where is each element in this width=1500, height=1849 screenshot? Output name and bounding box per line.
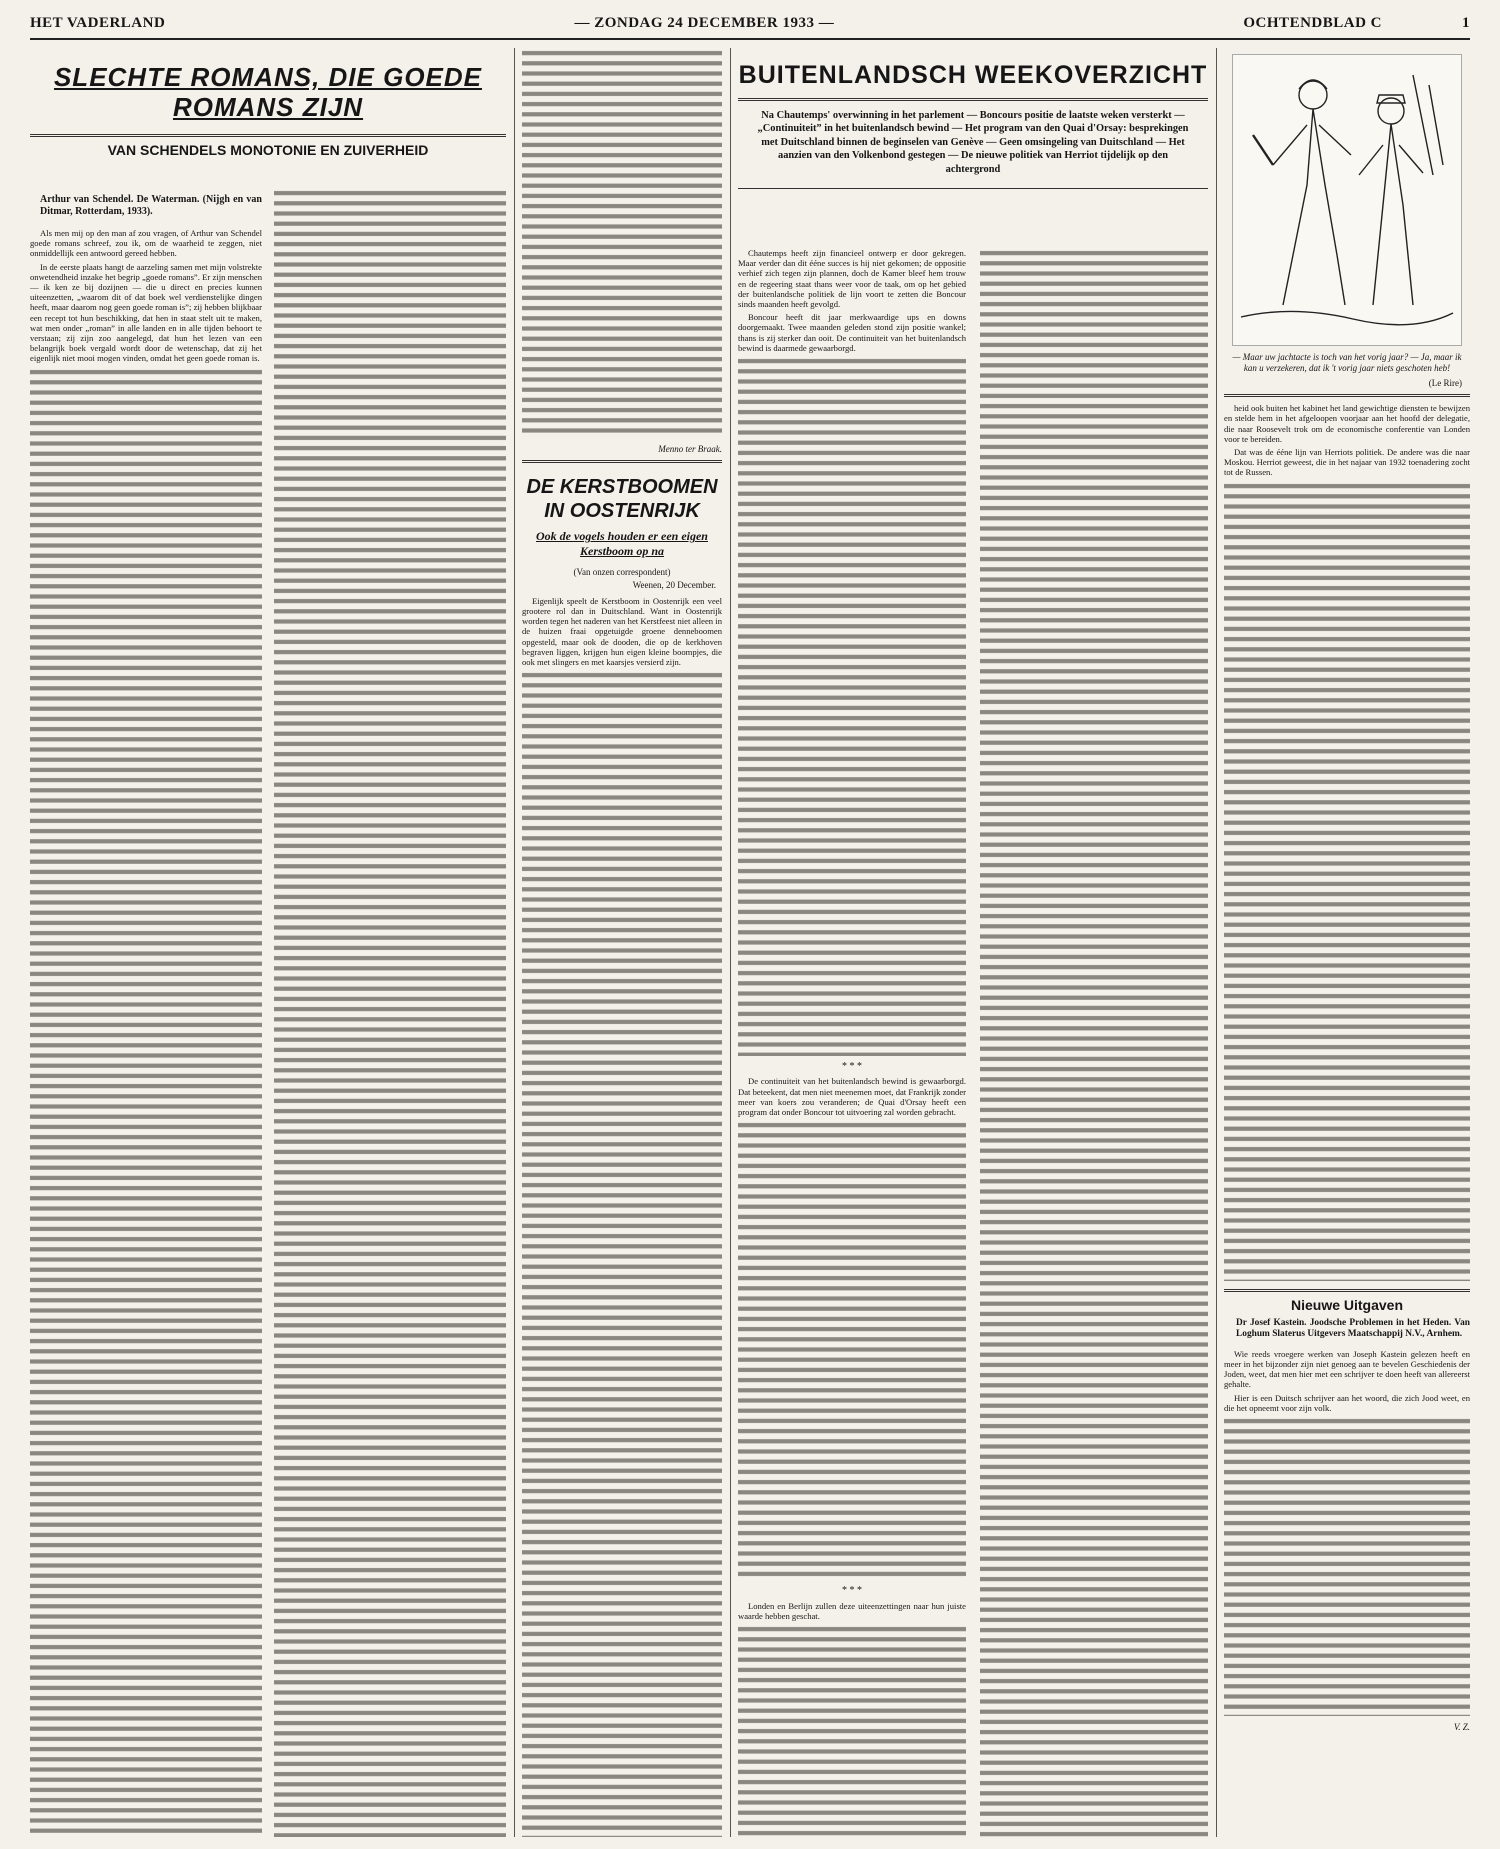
cartoon-credit: (Le Rire) bbox=[1428, 378, 1462, 388]
page-number: 1 bbox=[1462, 14, 1470, 31]
kerst-subtitle: Ook de vogels houden er een eigen Kerstboom op na bbox=[536, 529, 708, 559]
kerst-correspondent: (Van onzen correspondent) bbox=[573, 567, 671, 578]
nieuwe-uitgaven-paragraph: Wie reeds vroegere werken van Joseph Kastein gelezen heeft en meer in het bijzonder zijn niet genoeg aan te bevelen Geschiedenis der Joden, weet, dat men hier met een schrijver te doen heeft van allereerst gehalte. bbox=[1224, 1348, 1470, 1390]
review-signature: Menno ter Braak. bbox=[658, 444, 722, 455]
review-text-texture bbox=[30, 367, 262, 1837]
review-paragraph: In de eerste plaats hangt de aarzeling samen met mijn volstrekte onwetendheid inzake het begrip „goede romans”. Er zijn menschen — ik ken ze bij dozijnen — die u direct en precies kunnen uiteenzetten, „waarom dit of dat boek wel verdienstelijke dingen heeft, maar daarom nog geen goede roman is”; zij hebben blijkbaar een recept tot hun beschikking, dat hen in staat stelt uit te maken, wat men onder „roman” in alle landen en in alle tijden behoort te verstaan; zij zijn zoo aangelegd, dat hun het lezen van een belangrijk boek vergald wordt door de wetenschap, dat zij het eigenlijk niet mooi mogen vinden, omdat het geen goede roman is. bbox=[30, 261, 262, 364]
weekoverzicht-texture-4 bbox=[980, 248, 1208, 1837]
review-book-ref: Arthur van Schendel. De Waterman. (Nijgh en van Ditmar, Rotterdam, 1933). bbox=[40, 194, 262, 217]
section-divider: * * * bbox=[842, 1061, 862, 1073]
section-divider: * * * bbox=[842, 1585, 862, 1597]
column-6-paragraph: heid ook buiten het kabinet het land gewichtige diensten te bewijzen en stelde hem in het afgeloopen voorjaar aan het hoofd der delegatie, die naar Roosevelt trok om de economische conferentie van Londen voor te bereiden. bbox=[1224, 403, 1470, 444]
nieuwe-uitgaven-text bbox=[1224, 1349, 1470, 1413]
weekoverzicht-paragraph: De continuiteit van het buitenlandsch bewind is gewaarborgd. Dat beteekent, dat men niet meenemen moet, dat Frankrijk zonder meer van koers zou veranderen; de Quai d'Orsay heeft een program dat onder Boncour tot uitvoering zal worden gebracht. bbox=[738, 1076, 966, 1118]
kerst-dateline: Weenen, 20 December. bbox=[632, 579, 716, 590]
column-6 bbox=[1224, 48, 1470, 1837]
masthead-paper-name: HET VADERLAND bbox=[30, 14, 166, 31]
column-rule bbox=[730, 48, 731, 1837]
masthead-date: — ZONDAG 24 DECEMBER 1933 — bbox=[574, 14, 835, 31]
section-rule bbox=[522, 460, 722, 463]
review-paragraph: Als men mij op den man af zou vragen, of Arthur van Schendel goede romans schreef, zou ik, om de waarheid te zeggen, niet onmiddellijk een antwoord gereed hebben. bbox=[30, 228, 262, 259]
column-rule bbox=[514, 48, 515, 1837]
weekoverzicht-texture-2 bbox=[738, 1120, 966, 1580]
weekoverzicht-paragraph: Londen en Berlijn zullen deze uiteenzettingen naar hun juiste waarde hebben geschat. bbox=[738, 1600, 966, 1621]
column-6-paragraph: Dat was de ééne lijn van Herriots politiek. De andere was die naar Moskou. Herriot geweest, die in het najaar van 1932 toenadering zocht tot de Russen. bbox=[1224, 447, 1470, 478]
review-col-1 bbox=[30, 188, 262, 1837]
headline-rule bbox=[738, 98, 1208, 101]
weekoverzicht-col-2 bbox=[980, 248, 1208, 1837]
headline-rule bbox=[30, 134, 506, 137]
column-6-texture bbox=[1224, 481, 1470, 1281]
section-rule bbox=[1224, 1289, 1470, 1292]
review-subhead: VAN SCHENDELS MONOTONIE EN ZUIVERHEID bbox=[107, 142, 429, 158]
weekoverzicht-paragraph: Chautemps heeft zijn financieel ontwerp er door gekregen. Maar verder dan dit ééne succes is hij niet gekomen; de oppositie verhief zich tegen zijn plannen, doch de Kamer bleef hem trouw en de regeering staat thans weer voor de taak, om op het gebied der buitenlandsche politiek de lijn voort te zetten die Boncour sinds maanden heeft gevolgd. bbox=[738, 248, 966, 310]
column-rule bbox=[1216, 48, 1217, 1837]
weekoverzicht-paragraph: Boncour heeft dit jaar merkwaardige ups en downs doorgemaakt. Twee maanden geleden stond zijn positie wankel; thans is zij sterker dan ooit. De continuiteit van het buitenlandsch bewind is daarmede gewaarborgd. bbox=[738, 312, 966, 353]
nieuwe-uitgaven-title: Nieuwe Uitgaven bbox=[1290, 1296, 1404, 1313]
nieuwe-uitgaven-signature: V. Z. bbox=[1453, 1722, 1470, 1733]
weekoverzicht-col-1 bbox=[738, 248, 966, 1837]
cartoon-caption: — Maar uw jachtacte is toch van het vorig jaar? — Ja, maar ik kan u verzekeren, dat ik 't vorig jaar niets geschoten heb! bbox=[1232, 352, 1462, 373]
weekoverzicht-article bbox=[738, 48, 1208, 1837]
cartoon-image bbox=[1232, 54, 1462, 346]
weekoverzicht-title: BUITENLANDSCH WEEKOVERZICHT bbox=[738, 61, 1208, 89]
summary-rule bbox=[738, 188, 1208, 189]
review-article bbox=[30, 48, 506, 1837]
weekoverzicht-texture-3 bbox=[738, 1624, 966, 1837]
column-6-text bbox=[1224, 403, 1470, 477]
masthead bbox=[30, 10, 1470, 36]
kerst-paragraph: Eigenlijk speelt de Kerstboom in Oostenrijk een veel grootere rol dan in Duitschland. Want in Oostenrijk worden tegen het naderen van het Kerstfeest niet alleen in de huizen fraai opgetuigde groene denneboomen opgesteld, maar ook de dooden, die op de kerkhoven begraven liggen, krijgen hun eigen kleine boompjes, die ook met slingers en met kaarsjes versierd zijn. bbox=[522, 595, 722, 668]
review-text-texture-2 bbox=[274, 188, 506, 1837]
nieuwe-uitgaven-texture bbox=[1224, 1416, 1470, 1716]
nieuwe-uitgaven-book-ref: Dr Josef Kastein. Joodsche Problemen in het Heden. Van Loghum Slaterus Uitgevers Maatschappij N.V., Arnhem. bbox=[1236, 1318, 1470, 1340]
masthead-rule bbox=[30, 38, 1470, 40]
review-continuation-texture bbox=[522, 48, 722, 438]
section-rule bbox=[1224, 394, 1470, 397]
kerst-text-texture bbox=[522, 670, 722, 1837]
cartoon-drawing bbox=[1233, 55, 1461, 343]
kerst-title: DE KERSTBOOMEN IN OOSTENRIJK bbox=[526, 476, 718, 523]
masthead-edition: OCHTENDBLAD C bbox=[1243, 14, 1382, 31]
review-headline: SLECHTE ROMANS, DIE GOEDE ROMANS ZIJN bbox=[53, 62, 483, 122]
weekoverzicht-summary: Na Chautemps' overwinning in het parlement — Boncours positie de laatste weken versterkt — „Continuiteit” in het buitenlandsch bewind — Het program van den Quai d'Orsay: besprekingen met Duitschland binnen de beginselen van Genève — Geen omsingeling van Duitschland — Het aanzien van den Volkenbond gestegen — De nieuwe politiek van Herriot tijdelijk op den achtergrond bbox=[757, 110, 1189, 175]
nieuwe-uitgaven-paragraph: Hier is een Duitsch schrijver aan het woord, die zich Jood weet, en die het opneemt voor zijn volk. bbox=[1224, 1392, 1470, 1413]
column-3 bbox=[522, 48, 722, 1837]
weekoverzicht-texture bbox=[738, 356, 966, 1056]
review-col-2 bbox=[274, 188, 506, 1837]
